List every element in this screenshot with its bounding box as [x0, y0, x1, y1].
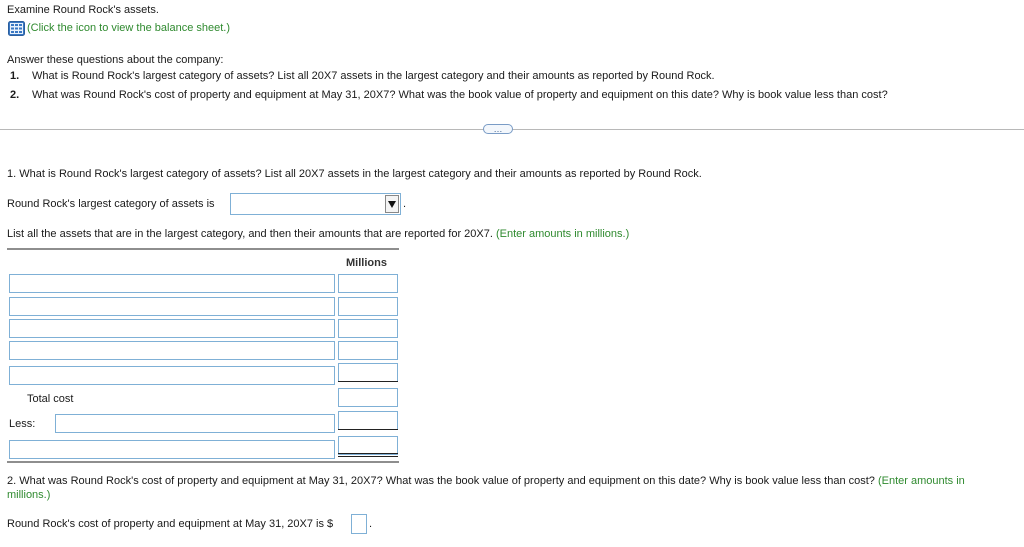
net-double-underline-2	[338, 456, 398, 457]
question-2-number: 2.	[10, 89, 20, 101]
cost-input[interactable]	[351, 514, 367, 534]
asset-amount-input-3[interactable]	[338, 319, 398, 338]
asset-name-input-2[interactable]	[9, 297, 335, 316]
part2-question-text: 2. What was Round Rock's cost of property and equipment at May 31, 20X7? What was the book value of property and equipment on this date? Why is book value less than cost?	[7, 475, 875, 487]
asset-name-input-3[interactable]	[9, 319, 335, 338]
part1-question: 1. What is Round Rock's largest category of assets? List all 20X7 assets in the largest category and their amounts as reported by Round Rock.	[7, 168, 702, 180]
list-hint: (Enter amounts in millions.)	[495, 228, 630, 240]
less-label: Less:	[9, 418, 36, 430]
question-1-text: What is Round Rock's largest category of assets? List all 20X7 assets in the largest category and their amounts as reported by Round Rock.	[32, 70, 715, 82]
part2-hint-1: (Enter amounts in	[877, 475, 965, 487]
asset-amount-input-1[interactable]	[338, 274, 398, 293]
total-cost-label: Total cost	[27, 393, 74, 405]
asset-amount-input-5[interactable]	[338, 363, 398, 382]
largest-category-label: Round Rock's largest category of assets is	[7, 198, 215, 210]
question-1-number: 1.	[10, 70, 20, 82]
less-item-input[interactable]	[55, 414, 335, 433]
question-2-text: What was Round Rock's cost of property and equipment at May 31, 20X7? What was the book value of property and equipment on this date? Why is book value less than cost?	[32, 89, 888, 101]
cost-period: .	[369, 518, 373, 530]
part2-question	[7, 475, 965, 487]
asset-amount-input-2[interactable]	[338, 297, 398, 316]
total-cost-input[interactable]	[338, 388, 398, 407]
less-amount-input[interactable]	[338, 411, 398, 430]
expand-button[interactable]: …	[483, 124, 513, 134]
asset-name-input-5[interactable]	[9, 366, 335, 385]
asset-name-input-1[interactable]	[9, 274, 335, 293]
net-double-underline-1	[338, 453, 398, 454]
table-top-rule	[7, 248, 399, 250]
asset-name-input-4[interactable]	[9, 341, 335, 360]
list-instruction	[7, 228, 629, 240]
part2-hint-2: millions.)	[7, 489, 51, 501]
answer-intro: Answer these questions about the company:	[7, 54, 224, 66]
list-instruction-text: List all the assets that are in the largest category, and then their amounts that are reported for 20X7.	[7, 228, 493, 240]
less-underline	[338, 429, 398, 430]
largest-category-dropdown[interactable]	[230, 193, 401, 215]
subtotal-underline	[338, 381, 398, 382]
chevron-down-icon[interactable]	[385, 195, 399, 213]
asset-amount-input-4[interactable]	[338, 341, 398, 360]
net-label-input[interactable]	[9, 440, 335, 459]
balance-sheet-icon[interactable]	[8, 21, 25, 36]
intro-text: Examine Round Rock's assets.	[7, 4, 159, 16]
balance-sheet-link[interactable]: (Click the icon to view the balance sheet.)	[27, 22, 230, 34]
largest-category-period: .	[403, 198, 407, 210]
table-bottom-rule	[7, 461, 399, 463]
cost-label: Round Rock's cost of property and equipment at May 31, 20X7 is $	[7, 518, 334, 530]
millions-header: Millions	[346, 257, 387, 269]
